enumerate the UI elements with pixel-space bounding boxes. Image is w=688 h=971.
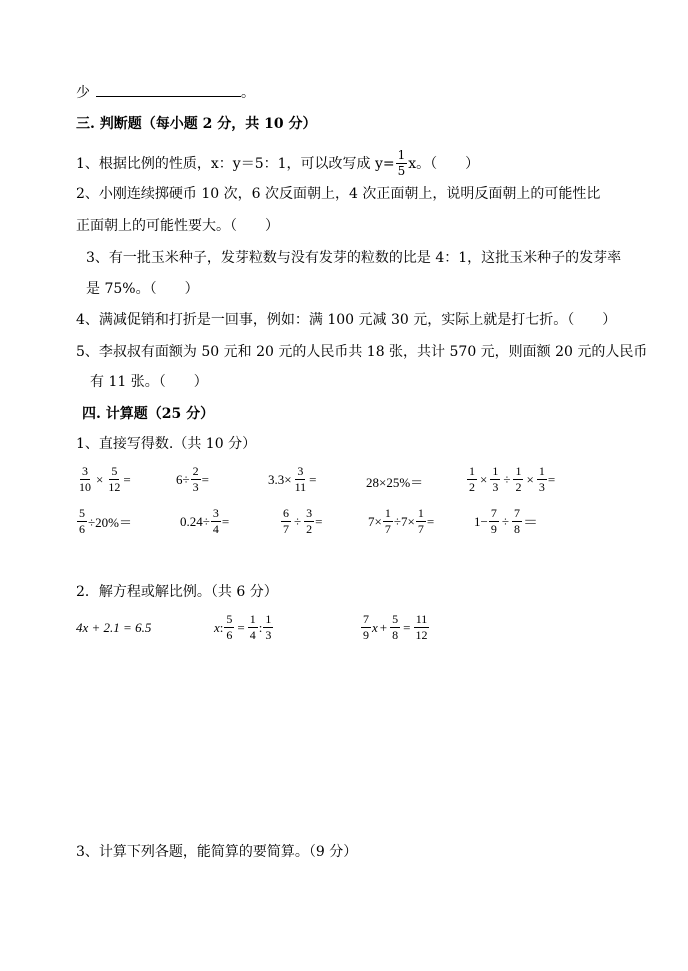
text: 少	[76, 85, 90, 101]
fill-blank-line	[76, 82, 255, 103]
expr-r1-3: 3.3× $\frac{3}{11}$ =	[268, 464, 317, 494]
expr-r2-2: 0.24÷ $\frac{3}{4}$ =	[180, 506, 230, 536]
expr-r1-1: $\frac{3}{10}$ × $\frac{5}{12}$ =	[79, 464, 131, 494]
section3-heading: 三. 判断题（每小题 2 分，共 10 分）	[76, 116, 317, 132]
expr-r2-3: $\frac{6}{7}$ ÷ $\frac{3}{2}$ =	[283, 506, 323, 536]
fraction: $\frac{1}{5}$	[397, 148, 406, 178]
question-2-line2: 正面朝上的可能性要大。（ ）	[76, 218, 279, 234]
sub-question-2: 2．解方程或解比例。（共 6 分）	[76, 584, 278, 600]
answer-blank[interactable]	[96, 82, 241, 97]
expr-r2-1: $\frac{5}{6}$ ÷20%＝	[79, 506, 132, 536]
section4-heading: 四. 计算题（25 分）	[82, 406, 215, 422]
question-2-line1: 2、小刚连续掷硬币 10 次，6 次反面朝上，4 次正面朝上，说明反面朝上的可能性比	[76, 186, 601, 202]
sub-question-1: 1、直接写得数.（共 10 分）	[76, 436, 257, 452]
equation-2: x : $\frac{5}{6}$ = $\frac{1}{4}$ : $\frac{1}{3}$	[214, 612, 272, 642]
question-3-line2: 是 75%。（ ）	[86, 281, 199, 297]
sub-question-3: 3、计算下列各题，能简算的要简算。（9 分）	[76, 844, 358, 860]
expr-r1-4: 28×25%＝	[366, 475, 424, 490]
question-3-line1: 3、有一批玉米种子，发芽粒数与没有发芽的粒数的比是 4：1，这批玉米种子的发芽率	[86, 250, 622, 266]
question-4: 4、满减促销和打折是一回事，例如：满 100 元减 30 元，实际上就是打七折。（ ）	[76, 312, 617, 328]
expr-r2-4: 7× $\frac{1}{7}$ ÷7× $\frac{1}{7}$ =	[368, 506, 435, 536]
equation-1: 4x + 2.1 = 6.5	[76, 620, 152, 635]
expr-r1-2: 6÷ $\frac{2}{3}$ =	[176, 464, 209, 494]
question-5-line1: 5、李叔叔有面额为 50 元和 20 元的人民币共 18 张，共计 570 元，则面额 20 元的人民币	[76, 344, 648, 360]
question-5-line2: 有 11 张。（ ）	[90, 374, 208, 390]
equation-3: $\frac{7}{9}$ x + $\frac{5}{8}$ = $\frac{11}{12}$	[363, 612, 428, 642]
expr-r1-5: $\frac{1}{2}$ × $\frac{1}{3}$ ÷ $\frac{1}{2}$ × $\frac{1}{3}$ =	[469, 464, 556, 494]
text: 。	[241, 85, 255, 101]
question-1: 1、根据比例的性质，x：y＝5：1，可以改写成 y= $\frac{1}{5}$ x。（ ）	[76, 148, 480, 178]
expr-r2-5: 1− $\frac{7}{9}$ ÷ $\frac{7}{8}$ ＝	[474, 506, 538, 536]
